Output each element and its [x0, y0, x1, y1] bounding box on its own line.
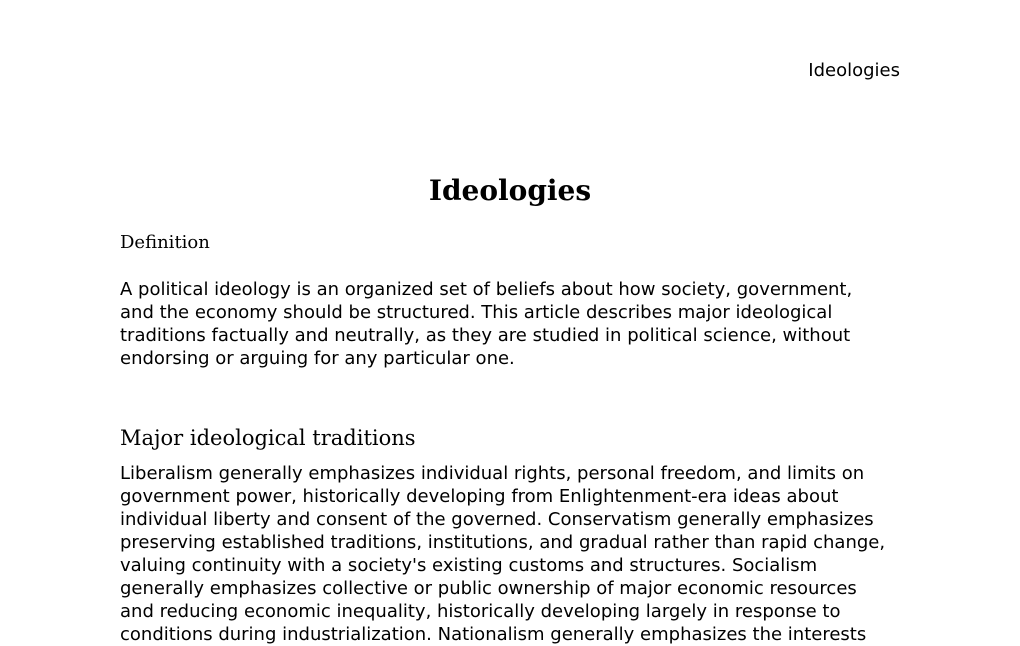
paragraph-line: endorsing or arguing for any particular one. [120, 348, 515, 369]
paragraph-line: and the economy should be structured. This article describes major ideological [120, 302, 833, 323]
paragraph-line: valuing continuity with a society's existing customs and structures. Socialism [120, 555, 818, 576]
paragraph-line: preserving established traditions, institutions, and gradual rather than rapid change, [120, 532, 886, 553]
paragraph-line: and reducing economic inequality, historically developing largely in response to [120, 601, 841, 622]
paragraph-line: government power, historically developing from Enlightenment-era ideas about [120, 486, 839, 507]
paragraph-line: traditions factually and neutrally, as they are studied in political science, without [120, 325, 851, 346]
document-title: Ideologies [428, 174, 592, 207]
section-heading-major-traditions: Major ideological traditions [120, 426, 416, 450]
paragraph-line: A political ideology is an organized set of beliefs about how society, government, [120, 279, 853, 300]
paragraph-line: conditions during industrialization. Nationalism generally emphasizes the interests [120, 624, 867, 645]
definition-paragraph [120, 278, 910, 370]
paragraph-line: Liberalism generally emphasizes individual rights, personal freedom, and limits on [120, 463, 865, 484]
section-heading-definition: Definition [120, 232, 210, 253]
running-header: Ideologies [808, 60, 900, 81]
major-traditions-paragraph [120, 462, 910, 646]
paragraph-line: individual liberty and consent of the governed. Conservatism generally emphasizes [120, 509, 874, 530]
paragraph-line: generally emphasizes collective or public ownership of major economic resources [120, 578, 857, 599]
